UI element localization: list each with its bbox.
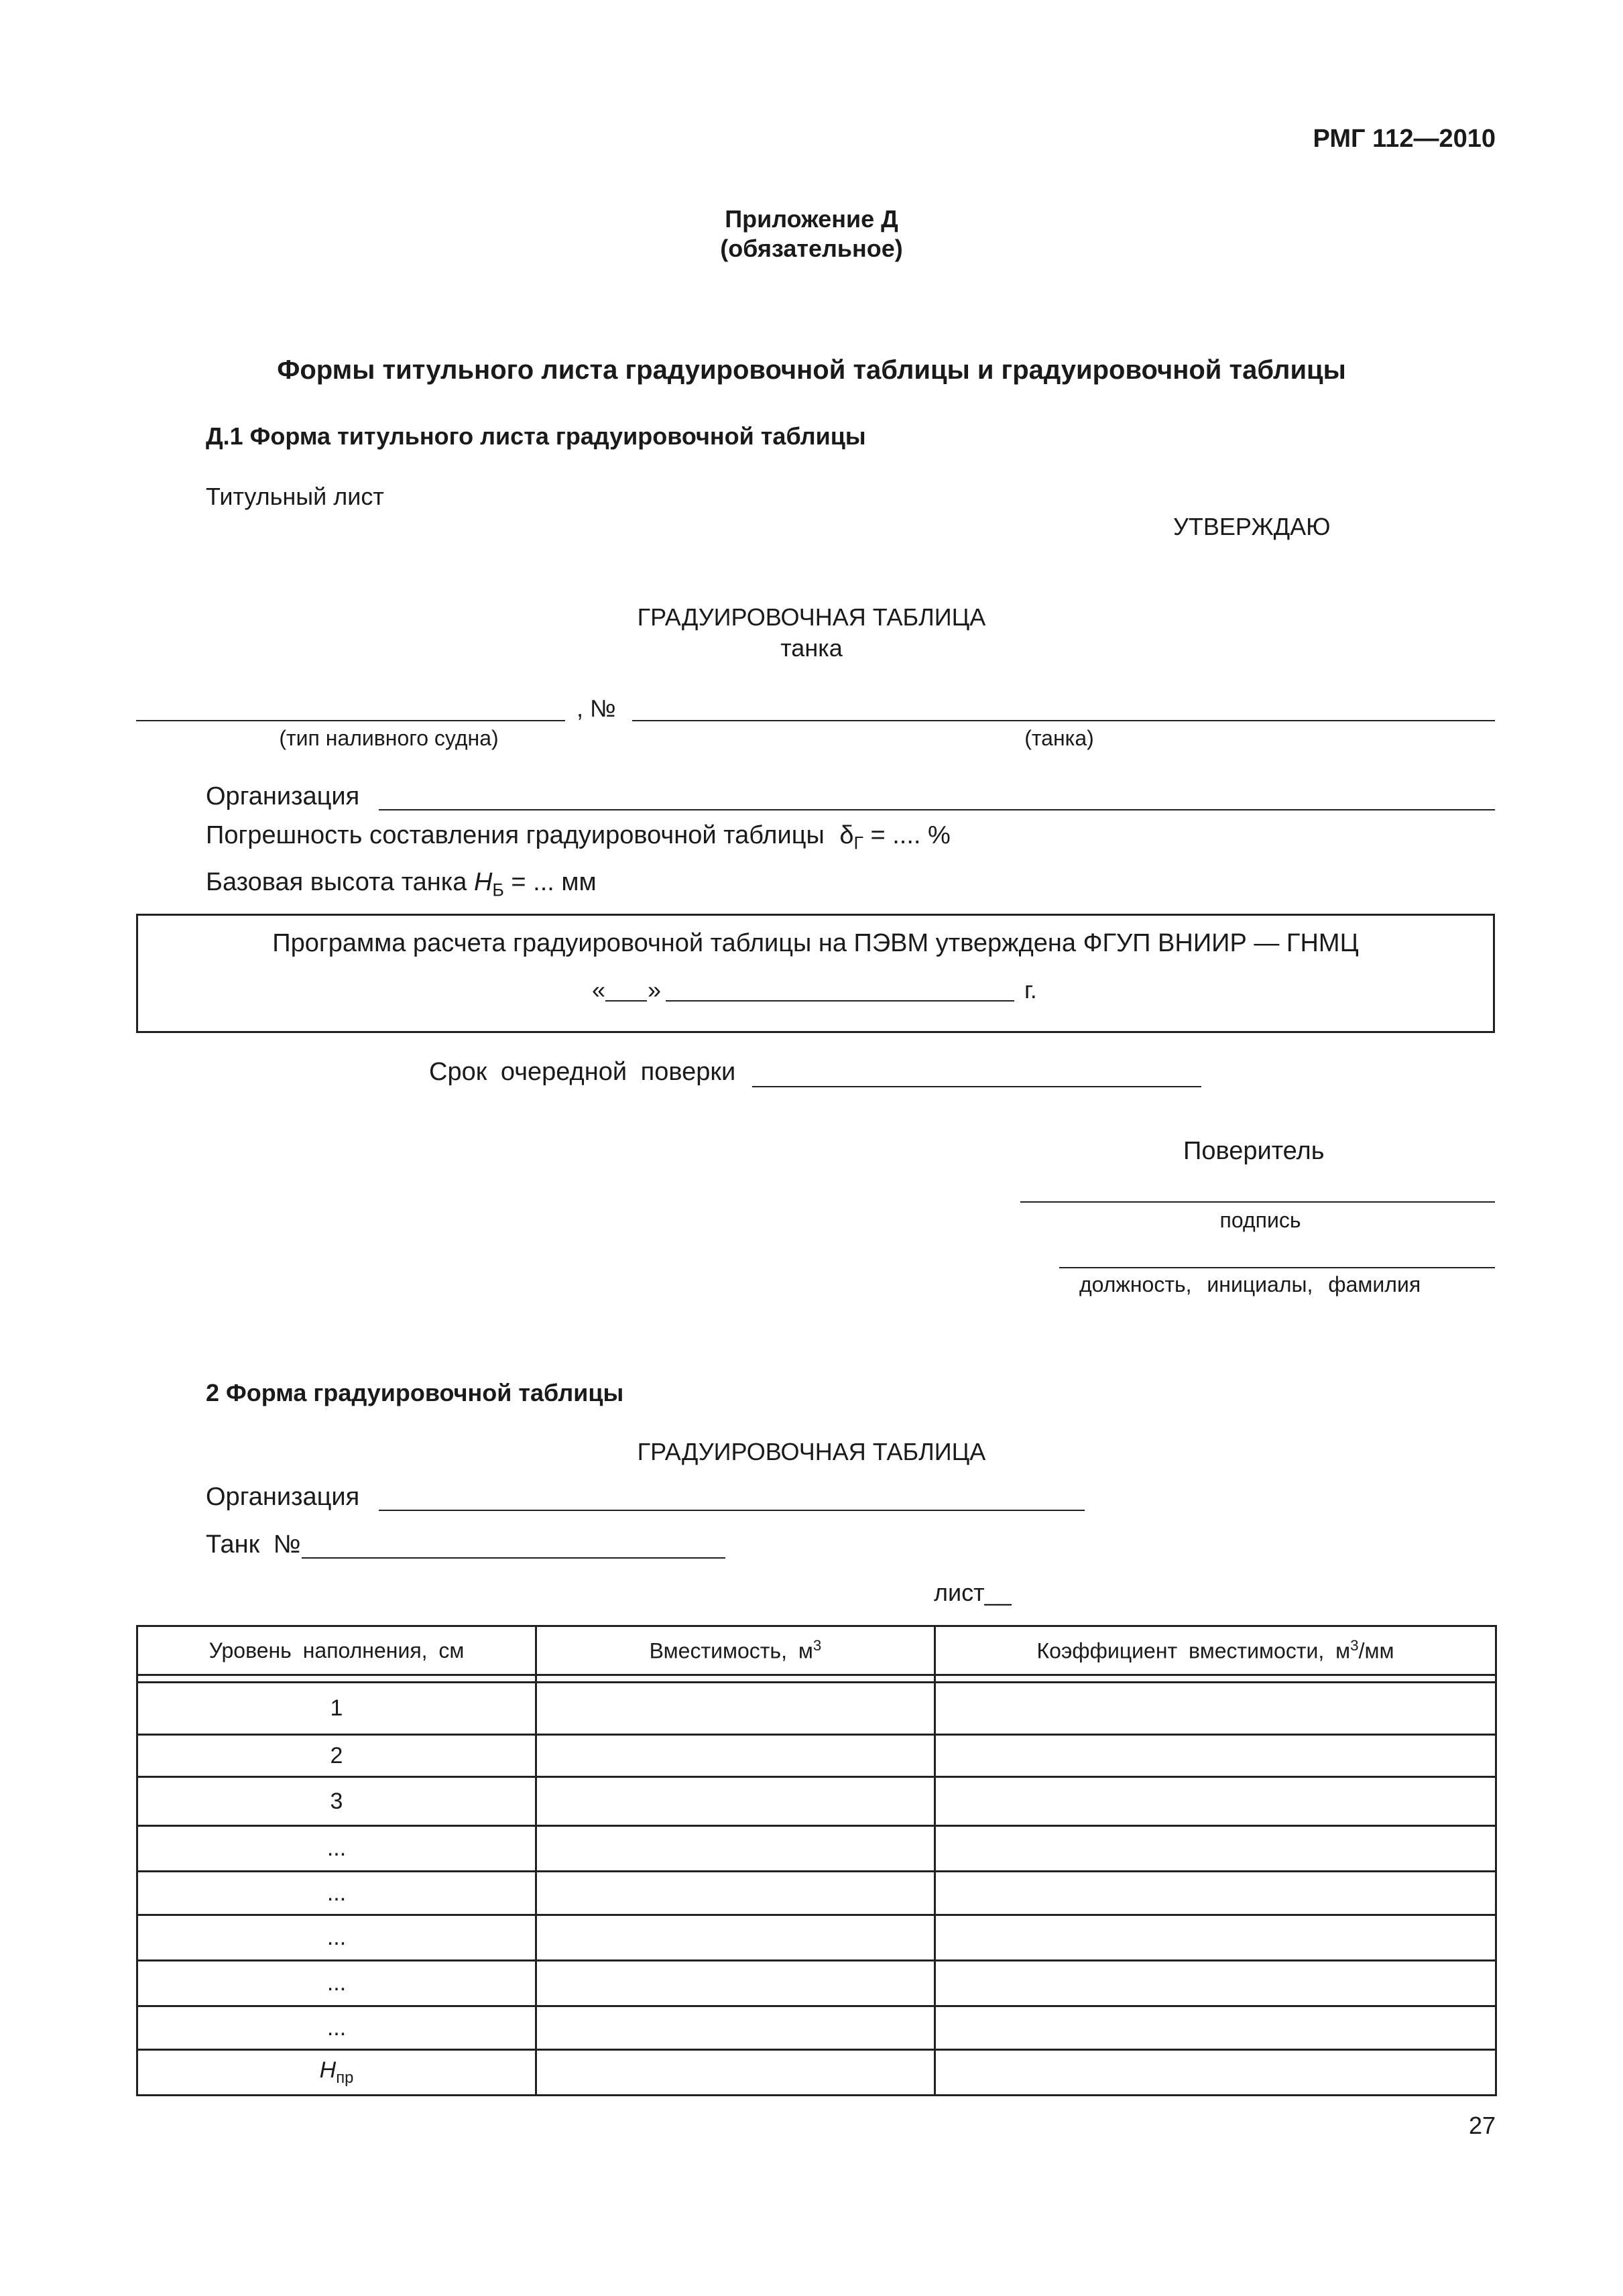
document-code: РМГ 112—2010: [1313, 125, 1496, 153]
capacity-cell[interactable]: [536, 1826, 935, 1872]
header-separator-row: [137, 1675, 1496, 1683]
comma-number-label: , №: [577, 694, 616, 722]
approve-label: УТВЕРЖДАЮ: [1173, 513, 1331, 540]
column-header-coefficient: Коэффициент вместимости, $м^3/мм$: [935, 1626, 1496, 1675]
capacity-cell[interactable]: [536, 1872, 935, 1915]
tank-caption: (танка): [1024, 726, 1094, 750]
organization-label: Организация: [206, 782, 360, 810]
program-text: Программа расчета градуировочной таблицы на ПЭВМ утверждена ФГУП ВНИИР — ГНМЦ: [272, 929, 1359, 957]
level-cell: 2: [137, 1735, 536, 1777]
error-subscript: Г: [853, 833, 863, 853]
base-height-subscript: Б: [492, 880, 504, 900]
section1-heading: Д.1 Форма титульного листа градуировочной таблицы: [206, 422, 866, 450]
table-row: [137, 1961, 1496, 2006]
next-check-label: Срок очередной поверки: [429, 1058, 736, 1086]
base-height-value: = ... мм: [511, 868, 597, 896]
capacity-cell[interactable]: [536, 1961, 935, 2006]
table-header-row: [137, 1626, 1496, 1675]
column-header-capacity: Вместимость, $м^3$: [536, 1626, 935, 1675]
table-row: [137, 1735, 1496, 1777]
level-cell: ...: [137, 2006, 536, 2050]
capacity-cell[interactable]: [536, 2006, 935, 2050]
position-line[interactable]: [1059, 1267, 1495, 1268]
error-symbol: δ: [839, 821, 854, 849]
signature-line[interactable]: [1020, 1201, 1495, 1203]
error-line: [206, 821, 951, 854]
coefficient-cell[interactable]: [935, 1683, 1496, 1735]
coefficient-cell[interactable]: [935, 1915, 1496, 1961]
coefficient-cell[interactable]: [935, 1961, 1496, 2006]
date-open-quote: «: [592, 976, 606, 1004]
table-row-last: [137, 2050, 1496, 2096]
level-cell: ...: [137, 1915, 536, 1961]
capacity-cell[interactable]: [536, 1915, 935, 1961]
appendix-title: Приложение Д: [725, 205, 898, 233]
coefficient-cell[interactable]: [935, 1872, 1496, 1915]
capacity-cell[interactable]: [536, 2050, 935, 2096]
coefficient-cell[interactable]: [935, 2050, 1496, 2096]
level-cell-hpr: $H_{пр}$: [137, 2050, 536, 2096]
capacity-cell[interactable]: [536, 1777, 935, 1826]
base-height-line: [206, 868, 597, 901]
page-number: 27: [1468, 2112, 1496, 2139]
table-row: [137, 1826, 1496, 1872]
vessel-type-caption: (тип наливного судна): [279, 726, 499, 750]
coefficient-cell[interactable]: [935, 1777, 1496, 1826]
error-label: Погрешность составления градуировочной таблицы: [206, 821, 825, 849]
next-check-line[interactable]: [752, 1086, 1201, 1087]
organization-line[interactable]: [379, 809, 1495, 810]
capacity-cell[interactable]: [536, 1683, 935, 1735]
verifier-label: Поверитель: [1183, 1137, 1325, 1165]
main-heading: Формы титульного листа градуировочной таблицы и градуировочной таблицы: [277, 355, 1346, 385]
signature-caption: подпись: [1219, 1208, 1301, 1232]
position-caption: должность, инициалы, фамилия: [1079, 1272, 1421, 1296]
table-row: [137, 1683, 1496, 1735]
sheet-label: лист__: [934, 1579, 1012, 1606]
year-suffix: г.: [1024, 976, 1037, 1004]
title-page-label: Титульный лист: [206, 483, 384, 510]
coefficient-cell[interactable]: [935, 2006, 1496, 2050]
coefficient-cell[interactable]: [935, 1735, 1496, 1777]
table-row: [137, 1777, 1496, 1826]
calibration-table-title: ГРАДУИРОВОЧНАЯ ТАБЛИЦА: [637, 603, 986, 631]
program-approval-box: [136, 914, 1495, 1033]
section2-heading: 2 Форма градуировочной таблицы: [206, 1379, 624, 1406]
error-value: = .... %: [870, 821, 951, 849]
date-close-quote: »: [648, 976, 662, 1004]
table-row: [137, 1915, 1496, 1961]
level-cell: 3: [137, 1777, 536, 1826]
tank-number-line[interactable]: [632, 720, 1495, 721]
day-line[interactable]: [605, 1000, 647, 1002]
tank-number-line-2[interactable]: [302, 1557, 725, 1559]
level-cell: 1: [137, 1683, 536, 1735]
month-line[interactable]: [666, 1000, 1014, 1002]
tank-label: Танк №: [206, 1530, 301, 1559]
calibration-table-subtitle: танка: [780, 634, 843, 662]
level-cell: ...: [137, 1872, 536, 1915]
appendix-status: (обязательное): [720, 235, 903, 262]
table-form-title: ГРАДУИРОВОЧНАЯ ТАБЛИЦА: [637, 1438, 986, 1465]
column-header-level: Уровень наполнения, см: [137, 1626, 536, 1675]
table-row: [137, 2006, 1496, 2050]
calibration-table: [136, 1625, 1497, 2096]
table-row: [137, 1872, 1496, 1915]
level-cell: ...: [137, 1826, 536, 1872]
base-height-label: Базовая высота танка: [206, 868, 467, 896]
organization-line-2[interactable]: [379, 1510, 1085, 1511]
vessel-type-line[interactable]: [136, 720, 565, 721]
level-cell: ...: [137, 1961, 536, 2006]
capacity-cell[interactable]: [536, 1735, 935, 1777]
coefficient-cell[interactable]: [935, 1826, 1496, 1872]
organization-label-2: Организация: [206, 1483, 360, 1511]
base-height-symbol: H: [473, 868, 493, 896]
